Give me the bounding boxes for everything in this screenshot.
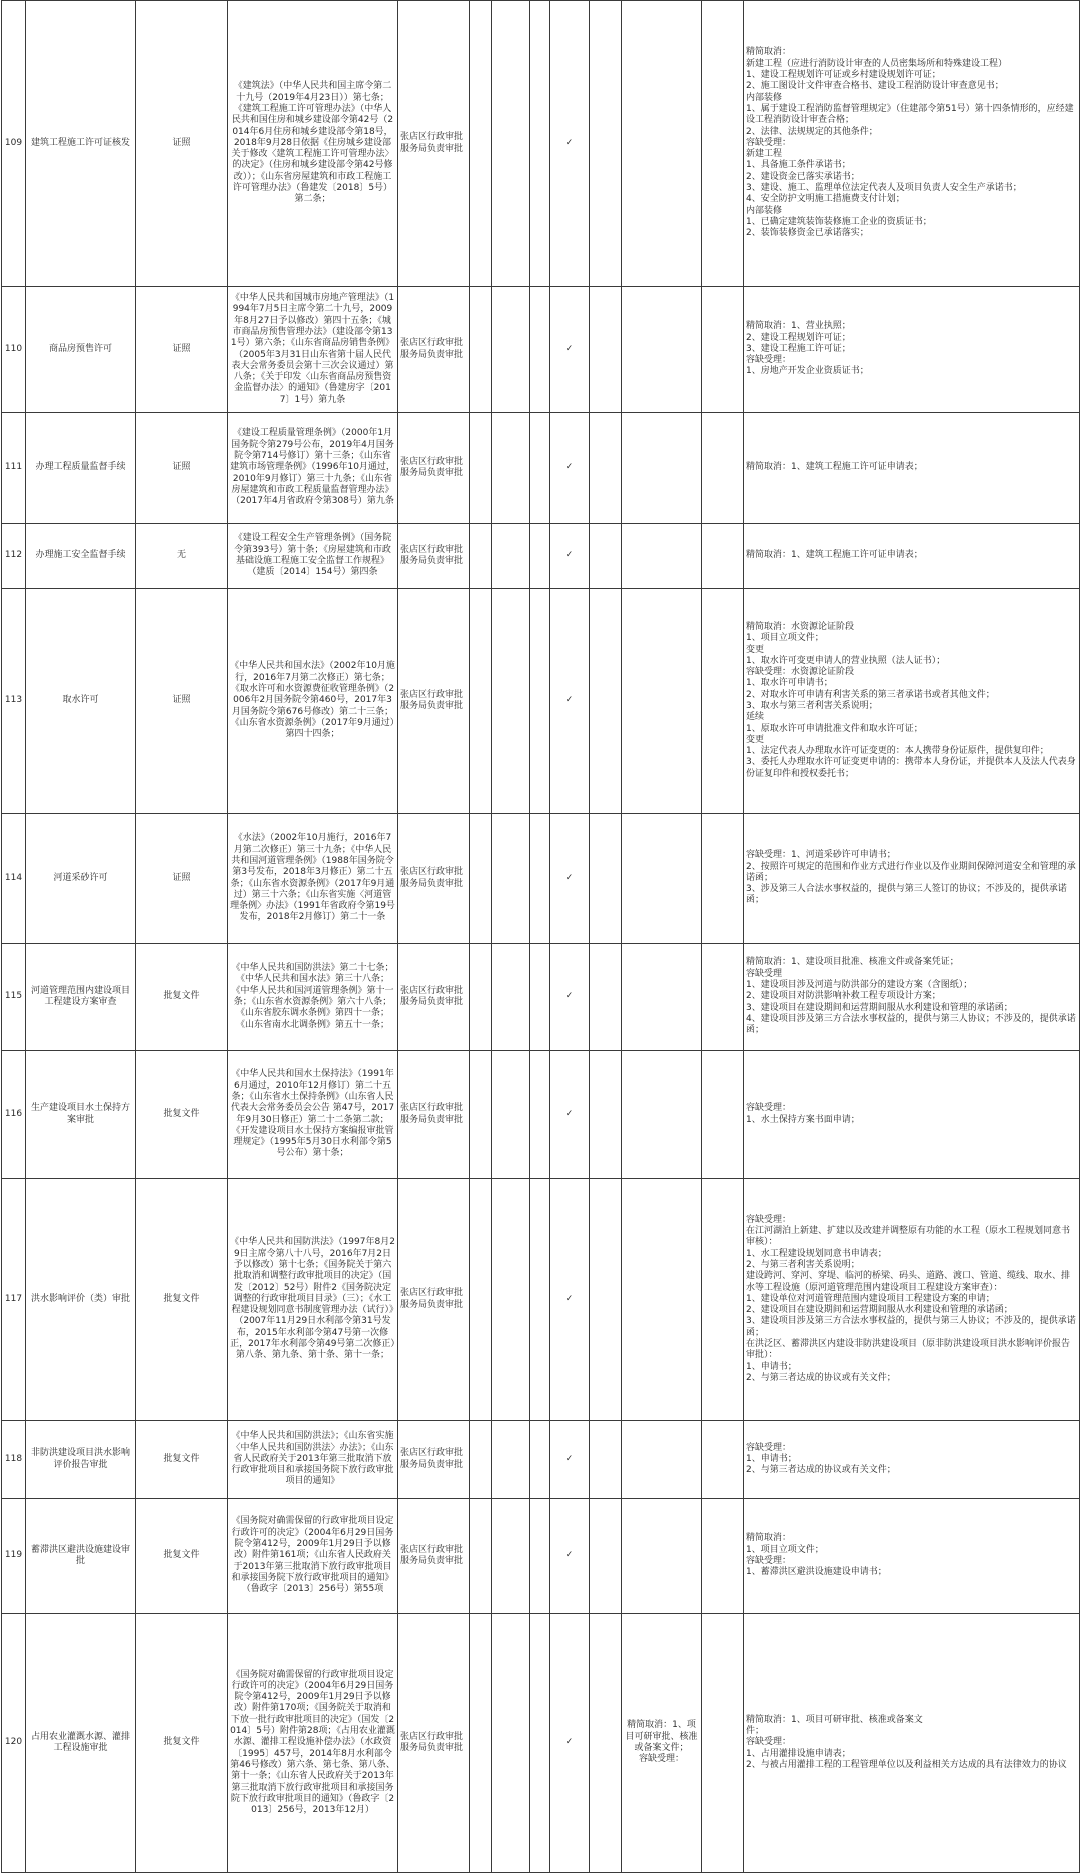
empty-cell [530, 413, 550, 524]
empty-cell [492, 1421, 530, 1499]
empty-cell [590, 1499, 622, 1614]
result-material: 证照 [136, 413, 228, 524]
item-number: 120 [2, 1614, 26, 1873]
empty-cell [590, 413, 622, 524]
legal-basis: 《中华人民共和国防洪法》（1997年8月29日主席令第八十八号，2016年7月2日予以修改）第十七条；《国务院关于第六批取消和调整行政审批项目的决定》（国发〔2012〕52号）附件2《国务院决定调整的行政审批项目目录》（三）；《水工程建设规划同意书制度管理办法（试行）》（2007年11月29日水利部令第31号发布，2015年水利部令第47号第一次修正，2017年水利部令第49号第二次修正）第八条、第九条、第十条、第十一条； [228, 1179, 398, 1421]
empty-cell [470, 287, 492, 413]
empty-cell [702, 1614, 744, 1873]
item-number: 119 [2, 1499, 26, 1614]
item-number: 112 [2, 524, 26, 589]
legal-basis: 《中华人民共和国防洪法》；《山东省实施〈中华人民共和国防洪法〉办法》；《山东省人民政府关于2013年第三批取消下放行政审批项目和承接国务院下放行政审批项目的通知》 [228, 1421, 398, 1499]
reform-note [622, 1421, 702, 1499]
reform-conditions: 容缺受理： 1、申请书； 2、与第三者达成的协议或有关文件； [744, 1421, 1080, 1499]
item-name: 办理工程质量监督手续 [26, 413, 136, 524]
empty-cell [702, 1, 744, 287]
empty-cell [590, 589, 622, 814]
result-material: 批复文件 [136, 944, 228, 1051]
empty-cell [702, 1421, 744, 1499]
table-row [2, 589, 1080, 814]
empty-cell [702, 589, 744, 814]
item-name: 办理施工安全监督手续 [26, 524, 136, 589]
reform-conditions: 精简取消：水资源论证阶段 1、项目立项文件； 变更 1、取水许可变更申请人的营业执照（法人证书）； 容缺受理：水资源论证阶段 1、取水许可申请书； 2、对取水许可申请有利害关系的第三者承诺书或者其他文件； 3、取水与第三者利害关系说明； 延续 1、原取水许可申请批准文件和取水许可证； 变更 1、法定代表人办理取水许可证变更的：本人携带身份证原件，提供复印件； 3、委托人办理取水许可证变更申请的：携带本人身份证，并提供本人及法人代表身份证复印件和授权委托书； [744, 589, 1080, 814]
table-row [2, 287, 1080, 413]
empty-cell [492, 589, 530, 814]
empty-cell [590, 814, 622, 944]
approving-authority: 张店区行政审批服务局负责审批 [398, 589, 470, 814]
empty-cell [702, 524, 744, 589]
reform-note [622, 1179, 702, 1421]
approving-authority: 张店区行政审批服务局负责审批 [398, 814, 470, 944]
legal-basis: 《中华人民共和国水法》（2002年10月施行，2016年7月第二次修正）第七条；《取水许可和水资源费征收管理条例》（2006年2月国务院令第460号，2017年3月国务院令第676号修改）第二十三条；《山东省水资源条例》（2017年9月通过）第四十四条； [228, 589, 398, 814]
check-mark: ✓ [550, 1179, 590, 1421]
empty-cell [530, 589, 550, 814]
empty-cell [492, 413, 530, 524]
empty-cell [470, 413, 492, 524]
item-name: 蓄滞洪区避洪设施建设审批 [26, 1499, 136, 1614]
empty-cell [470, 1051, 492, 1179]
reform-conditions: 容缺受理：1、河道采砂许可申请书； 2、按照许可规定的范围和作业方式进行作业以及作业期间保障河道安全和管理的承诺函； 3、涉及第三人合法水事权益的，提供与第三人签订的协议；不涉及的，提供承诺函； [744, 814, 1080, 944]
empty-cell [590, 1, 622, 287]
item-number: 115 [2, 944, 26, 1051]
empty-cell [470, 1179, 492, 1421]
approving-authority: 张店区行政审批服务局负责审批 [398, 524, 470, 589]
result-material: 证照 [136, 1, 228, 287]
empty-cell [702, 1051, 744, 1179]
empty-cell [492, 944, 530, 1051]
table-row [2, 1051, 1080, 1179]
empty-cell [470, 524, 492, 589]
check-mark: ✓ [550, 944, 590, 1051]
empty-cell [470, 589, 492, 814]
reform-conditions: 精简取消：1、营业执照； 2、建设工程规划许可证； 3、建设工程施工许可证； 容缺受理： 1、房地产开发企业资质证书； [744, 287, 1080, 413]
legal-basis: 《国务院对确需保留的行政审批项目设定行政许可的决定》（2004年6月29日国务院令第412号，2009年1月29日予以修改）附件第170项；《国务院关于取消和下放一批行政审批项目的决定》（国发〔2014〕5号）附件第28项；《占用农业灌溉水源、灌排工程设施补偿办法》（水政资〔1995〕457号，2014年8月水利部令第46号修改）第六条、第七条、第八条、第十一条；《山东省人民政府关于2013年第三批取消下放行政审批项目和承接国务院下放行政审批项目的通知》（鲁政字〔2013〕256号，2013年12月） [228, 1614, 398, 1873]
result-material: 无 [136, 524, 228, 589]
item-name: 河道管理范围内建设项目工程建设方案审查 [26, 944, 136, 1051]
reform-conditions: 精简取消： 1、项目立项文件； 容缺受理： 1、蓄滞洪区避洪设施建设申请书； [744, 1499, 1080, 1614]
empty-cell [590, 524, 622, 589]
item-number: 116 [2, 1051, 26, 1179]
approving-authority: 张店区行政审批服务局负责审批 [398, 413, 470, 524]
result-material: 批复文件 [136, 1614, 228, 1873]
empty-cell [492, 1499, 530, 1614]
approving-authority: 张店区行政审批服务局负责审批 [398, 1179, 470, 1421]
result-material: 证照 [136, 589, 228, 814]
table-row [2, 814, 1080, 944]
empty-cell [492, 1179, 530, 1421]
empty-cell [470, 944, 492, 1051]
empty-cell [590, 944, 622, 1051]
reform-conditions: 精简取消：1、建设项目批准、核准文件或备案凭证； 容缺受理 1、建设项目涉及河道与防洪部分的建设方案（含图纸）； 2、建设项目对防洪影响补救工程专项设计方案； 3、建设项目在建设期间和运营期间服从水利建设和管理的承诺函； 4、建设项目涉及第三方合法水事权益的，提供与第三人协议；不涉及的，提供承诺函； [744, 944, 1080, 1051]
reform-note [622, 1499, 702, 1614]
empty-cell [590, 1614, 622, 1873]
approving-authority: 张店区行政审批服务局负责审批 [398, 1421, 470, 1499]
empty-cell [530, 287, 550, 413]
empty-cell [492, 1, 530, 287]
result-material: 证照 [136, 287, 228, 413]
reform-note [622, 944, 702, 1051]
empty-cell [530, 1, 550, 287]
empty-cell [702, 814, 744, 944]
approving-authority: 张店区行政审批服务局负责审批 [398, 1, 470, 287]
item-number: 110 [2, 287, 26, 413]
empty-cell [530, 1179, 550, 1421]
check-mark: ✓ [550, 1051, 590, 1179]
reform-conditions: 精简取消：1、建筑工程施工许可证申请表； [744, 524, 1080, 589]
check-mark: ✓ [550, 1614, 590, 1873]
check-mark: ✓ [550, 814, 590, 944]
empty-cell [470, 814, 492, 944]
empty-cell [590, 1051, 622, 1179]
empty-cell [590, 1421, 622, 1499]
item-number: 111 [2, 413, 26, 524]
reform-note [622, 524, 702, 589]
legal-basis: 《中华人民共和国水土保持法》（1991年6月通过，2010年12月修订）第二十五条；《山东省水土保持条例》（山东省人民代表大会常务委员会公告 第47号，2017年9月30日修正）第二十二条第二款；《开发建设项目水土保持方案编报审批管理规定》（1995年5月30日水利部令第5号公布）第十条； [228, 1051, 398, 1179]
check-mark: ✓ [550, 1421, 590, 1499]
legal-basis: 《中华人民共和国防洪法》第二十七条；《中华人民共和国水法》第三十八条；《中华人民共和国河道管理条例》第十一条；《山东省水资源条例》第六十八条；《山东省胶东调水条例》第四十一条；《山东省南水北调条例》第五十一条； [228, 944, 398, 1051]
check-mark: ✓ [550, 1, 590, 287]
reform-note [622, 1, 702, 287]
approval-items-table [1, 0, 1080, 1873]
empty-cell [702, 1179, 744, 1421]
approving-authority: 张店区行政审批服务局负责审批 [398, 1051, 470, 1179]
check-mark: ✓ [550, 1499, 590, 1614]
result-material: 批复文件 [136, 1179, 228, 1421]
table-row [2, 1421, 1080, 1499]
reform-conditions: 精简取消： 新建工程（应进行消防设计审查的人员密集场所和特殊建设工程） 1、建设工程规划许可证或乡村建设规划许可证； 2、施工图设计文件审查合格书、建设工程消防设计审查意见书； 内部装修 1、属于建设工程消防监督管理规定》（住建部令第51号）第十四条情形的，应经建设工程消防设计审查合格； 2、法律、法规规定的其他条件； 容缺受理： 新建工程 1、具备施工条件承诺书； 2、建设资金已落实承诺书； 3、建设、施工、监理单位法定代表人及项目负责人安全生产承诺书； 4、安全防护文明施工措施费支付计划； 内部装修 1、已确定建筑装饰装修施工企业的资质证书； 2、装饰装修资金已承诺落实； [744, 1, 1080, 287]
item-number: 113 [2, 589, 26, 814]
item-name: 取水许可 [26, 589, 136, 814]
reform-conditions: 精简取消：1、项目可研审批、核准或备案文 件； 容缺受理： 1、占用灌排设施申请表； 2、与被占用灌排工程的工程管理单位以及利益相关方达成的具有法律效力的协议 [744, 1614, 1080, 1873]
table-row [2, 944, 1080, 1051]
item-name: 占用农业灌溉水源、灌排工程设施审批 [26, 1614, 136, 1873]
reform-note [622, 287, 702, 413]
approving-authority: 张店区行政审批服务局负责审批 [398, 1614, 470, 1873]
reform-note: 精简取消：1、项目可研审批、核准或备案文件； 容缺受理： [622, 1614, 702, 1873]
check-mark: ✓ [550, 524, 590, 589]
item-number: 114 [2, 814, 26, 944]
reform-note [622, 413, 702, 524]
result-material: 批复文件 [136, 1421, 228, 1499]
check-mark: ✓ [550, 589, 590, 814]
empty-cell [590, 1179, 622, 1421]
table-row [2, 524, 1080, 589]
empty-cell [530, 814, 550, 944]
reform-note [622, 814, 702, 944]
empty-cell [470, 1614, 492, 1873]
empty-cell [492, 814, 530, 944]
item-number: 117 [2, 1179, 26, 1421]
item-name: 生产建设项目水土保持方案审批 [26, 1051, 136, 1179]
result-material: 批复文件 [136, 1499, 228, 1614]
item-name: 洪水影响评价（类）审批 [26, 1179, 136, 1421]
empty-cell [470, 1, 492, 287]
item-name: 非防洪建设项目洪水影响评价报告审批 [26, 1421, 136, 1499]
approving-authority: 张店区行政审批服务局负责审批 [398, 287, 470, 413]
item-name: 建筑工程施工许可证核发 [26, 1, 136, 287]
reform-note [622, 589, 702, 814]
empty-cell [702, 287, 744, 413]
result-material: 批复文件 [136, 1051, 228, 1179]
empty-cell [492, 1051, 530, 1179]
table-row [2, 1614, 1080, 1873]
legal-basis: 《水法》（2002年10月施行，2016年7月第二次修正）第三十九条；《中华人民共和国河道管理条例》（1988年国务院令第3号发布，2018年3月修正）第二十五条；《山东省水资源条例》（2017年9月通过）第三十六条；《山东省实施〈河道管理条例〉办法》（1991年省政府令第19号发布，2018年2月修订）第二十一条 [228, 814, 398, 944]
legal-basis: 《建设工程安全生产管理条例》（国务院令第393号）第十条；《房屋建筑和市政基础设施工程施工安全监督工作规程》（建质〔2014〕154号）第四条 [228, 524, 398, 589]
empty-cell [590, 287, 622, 413]
empty-cell [470, 1499, 492, 1614]
legal-basis: 《中华人民共和国城市房地产管理法》（1994年7月5日主席令第二十九号，2009年8月27日予以修改）第四十五条；《城市商品房预售管理办法》（建设部令第131号）第六条；《山东省商品房销售条例》（2005年3月31日山东省第十届人民代表大会常务委员会第十三次会议通过）第八条；《关于印发〈山东省商品房预售资金监督办法〉的通知》（鲁建房字〔2017〕1号）第九条 [228, 287, 398, 413]
approving-authority: 张店区行政审批服务局负责审批 [398, 1499, 470, 1614]
empty-cell [492, 287, 530, 413]
legal-basis: 《国务院对确需保留的行政审批项目设定行政许可的决定》（2004年6月29日国务院令第412号，2009年1月29日予以修改）附件第161项；《山东省人民政府关于2013年第三批取消下放行政审批项目和承接国务院下放行政审批项目的通知》（鲁政字〔2013〕256号）第55项 [228, 1499, 398, 1614]
reform-conditions: 容缺受理： 在江河湖泊上新建、扩建以及改建并调整原有功能的水工程（原水工程规划同意书审核）： 1、水工程建设规划同意书申请表； 2、与第三者利害关系说明； 建设跨河、穿河、穿堤、临河的桥梁、码头、道路、渡口、管道、缆线、取水、排水等工程设施（原河道管理范围内建设项目工程建设方案审查）： 1、建设单位对河道管理范围内建设项目工程建设方案的申请； 2、建设项目在建设期间和运营期间服从水利建设和管理的承诺函； 3、建设项目涉及第三方合法水事权益的，提供与第三人协议；不涉及的，提供承诺函； 在洪泛区、蓄滞洪区内建设非防洪建设项目（原非防洪建设项目洪水影响评价报告审批）： 1、申请书； 2、与第三者达成的协议或有关文件； [744, 1179, 1080, 1421]
table-row [2, 1179, 1080, 1421]
reform-conditions: 容缺受理： 1、水土保持方案书面申请； [744, 1051, 1080, 1179]
item-number: 118 [2, 1421, 26, 1499]
empty-cell [492, 1614, 530, 1873]
check-mark: ✓ [550, 413, 590, 524]
empty-cell [492, 524, 530, 589]
empty-cell [702, 413, 744, 524]
empty-cell [470, 1421, 492, 1499]
empty-cell [530, 1614, 550, 1873]
empty-cell [530, 1051, 550, 1179]
reform-conditions: 精简取消：1、建筑工程施工许可证申请表； [744, 413, 1080, 524]
item-name: 河道采砂许可 [26, 814, 136, 944]
empty-cell [702, 1499, 744, 1614]
empty-cell [530, 1499, 550, 1614]
result-material: 证照 [136, 814, 228, 944]
table-row [2, 1499, 1080, 1614]
empty-cell [530, 944, 550, 1051]
empty-cell [530, 524, 550, 589]
legal-basis: 《建设工程质量管理条例》（2000年1月国务院令第279号公布，2019年4月国务院令第714号修订）第十三条；《山东省建筑市场管理条例》（1996年10月通过，2010年9月修订）第三十九条；《山东省房屋建筑和市政工程质量监督管理办法》（2017年4月省政府令第308号）第九条 [228, 413, 398, 524]
item-name: 商品房预售许可 [26, 287, 136, 413]
check-mark: ✓ [550, 287, 590, 413]
table-row [2, 1, 1080, 287]
item-number: 109 [2, 1, 26, 287]
empty-cell [530, 1421, 550, 1499]
empty-cell [702, 944, 744, 1051]
legal-basis: 《建筑法》（中华人民共和国主席令第二十九号（2019年4月23日））第七条；《建筑工程施工许可管理办法》（中华人民共和国住房和城乡建设部令第42号（2014年6月住房和城乡建设部令第18号，2018年9月28日依据《住房城乡建设部关于修改〈建筑工程施工许可管理办法〉的决定》（住房和城乡建设部令第42号修改））；《山东省房屋建筑和市政工程施工许可管理办法》（鲁建发〔2018〕5号）第二条； [228, 1, 398, 287]
table-row [2, 413, 1080, 524]
reform-note [622, 1051, 702, 1179]
approving-authority: 张店区行政审批服务局负责审批 [398, 944, 470, 1051]
